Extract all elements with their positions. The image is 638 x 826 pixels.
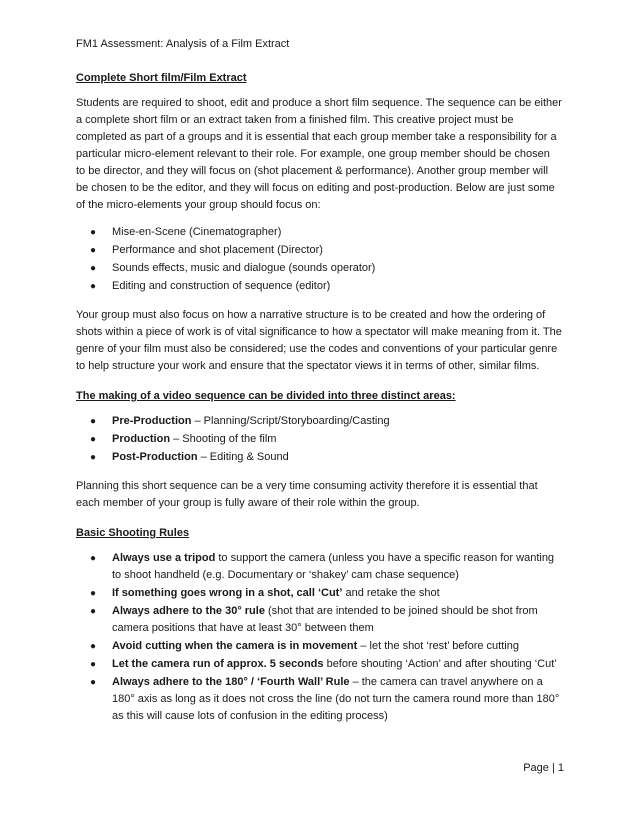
bullet-icon: ● [90, 434, 97, 445]
list-item: ● Always adhere to the 180° / ‘Fourth Wall’ Rule – the camera can travel anywhere on a 180° axis as long as it does not cross the line (do not turn the camera round more than 180° as this will cause lots of confusion in the editing process) [90, 676, 560, 722]
section-heading-video-sequence: The making of a video sequence can be divided into three distinct areas: [76, 390, 456, 402]
list-item: ● Always adhere to the 30° rule (shot that are intended to be joined should be shot from camera positions that have at least 30° between them [90, 605, 538, 634]
bullet-icon: ● [90, 553, 97, 564]
list-item: ● Production – Shooting of the film [76, 431, 562, 448]
bullet-icon: ● [90, 659, 97, 670]
planning-paragraph: Planning this short sequence can be a very time consuming activity therefore it is essential that each member of your group is fully aware of their role within the group. [76, 480, 538, 509]
bullet-icon: ● [90, 452, 97, 463]
bullet-icon: ● [90, 227, 97, 238]
page-header: FM1 Assessment: Analysis of a Film Extract [76, 38, 290, 50]
bullet-icon: ● [90, 263, 97, 274]
bullet-icon: ● [90, 677, 97, 688]
list-item: ● Always use a tripod to support the camera (unless you have a specific reason for wanting to shoot handheld (e.g. Documentary or ‘shakey’ cam chase sequence) [90, 552, 555, 581]
shooting-rules-list [76, 550, 562, 725]
list-item: ● Pre-Production – Planning/Script/Storyboarding/Casting [76, 413, 562, 430]
bullet-icon: ● [90, 641, 97, 652]
list-item: ● Performance and shot placement (Director) [76, 242, 562, 259]
bullet-icon: ● [90, 416, 97, 427]
micro-elements-list [76, 224, 562, 295]
document-body [76, 71, 562, 737]
bullet-icon: ● [90, 245, 97, 256]
list-item: ● Let the camera run of approx. 5 seconds before shouting ‘Action’ and after shouting ‘Cut’ [76, 656, 562, 673]
bullet-icon: ● [90, 588, 97, 599]
production-stages-list [76, 413, 562, 466]
list-item: ● Avoid cutting when the camera is in movement – let the shot ‘rest’ before cutting [76, 638, 562, 655]
list-item: ● If something goes wrong in a shot, call ‘Cut’ and retake the shot [76, 585, 562, 602]
list-item: ● Sounds effects, music and dialogue (sounds operator) [76, 260, 562, 277]
section-heading-short-film: Complete Short film/Film Extract [76, 72, 247, 84]
section-intro-paragraph: Students are required to shoot, edit and produce a short film sequence. The sequence can be either a complete short film or an extract taken from a finished film. This creative project must be completed as part of a groups and it is essential that each group member take a responsibility for a particular micro-element relevant to their role. For example, one group member should be chosen to be director, and they will focus on (shot placement & performance). Another group member will be chosen to be the editor, and they will focus on editing and post-production. Below are just some of the micro-elements your group should focus on: [76, 97, 562, 211]
list-item: ● Editing and construction of sequence (editor) [76, 278, 562, 295]
list-item: ● Mise-en-Scene (Cinematographer) [76, 224, 562, 241]
section-heading-shooting-rules: Basic Shooting Rules [76, 527, 190, 539]
list-item: ● Post-Production – Editing & Sound [76, 449, 562, 466]
bullet-icon: ● [90, 606, 97, 617]
bullet-icon: ● [90, 281, 97, 292]
narrative-structure-paragraph: Your group must also focus on how a narrative structure is to be created and how the ordering of shots within a piece of work is of vital significance to how a spectator will make meaning from it. The genre of your film must also be considered; use the codes and conventions of your particular genre to help structure your work and ensure that the spectator views it in terms of other, similar films. [76, 309, 562, 372]
page-number: Page | 1 [523, 762, 564, 774]
